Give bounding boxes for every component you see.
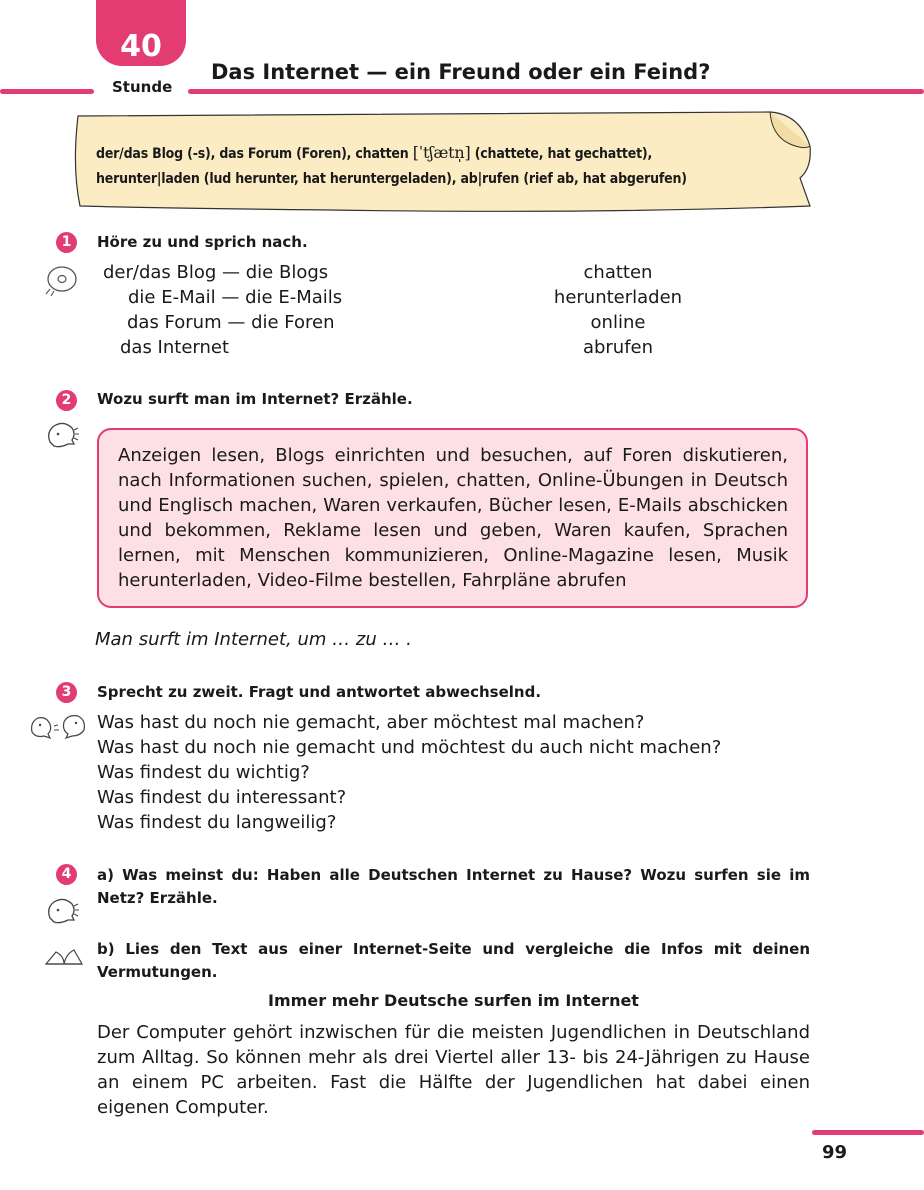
lesson-word: Stunde — [112, 78, 173, 96]
question-list — [97, 710, 817, 835]
vocab-box-text — [96, 140, 756, 192]
vocab-item: abrufen — [582, 337, 654, 358]
exercise-4b-instruction: b) Lies den Text aus einer Internet-Seite und vergleiche die Infos mit deinen Vermutungen. — [97, 940, 810, 981]
page-number: 99 — [822, 1142, 848, 1163]
exercise-2-instruction: Wozu surft man im Internet? Erzähle. — [97, 390, 413, 408]
vocab-item: das Internet — [120, 337, 230, 358]
reading-book-icon — [44, 944, 84, 968]
header-rule-left — [0, 89, 94, 94]
question-item: Was hast du noch nie gemacht, aber möchtest mal machen? — [97, 712, 645, 733]
exercise-1-instruction: Höre zu und sprich nach. — [97, 233, 308, 251]
speaking-face-icon — [44, 896, 80, 928]
lesson-tab — [96, 0, 186, 66]
vocab-item: chatten — [583, 262, 653, 283]
cd-icon — [44, 263, 80, 297]
question-item: Was findest du wichtig? — [97, 762, 310, 783]
exercise-number-4: 4 — [56, 864, 77, 885]
pair-talk-icon — [28, 712, 88, 742]
page-title: Das Internet — ein Freund oder ein Feind? — [211, 60, 711, 84]
vocab-item: herunterladen — [553, 287, 683, 308]
vocab-item: online — [590, 312, 646, 333]
vocab-line-1-start: der/das Blog (-s), das Forum (Foren), chatten — [96, 146, 413, 162]
exercise-number-2: 2 — [56, 390, 77, 411]
vocab-line-2: herunter|laden (lud herunter, hat heruntergeladen), ab|rufen (rief ab, hat abgerufen) — [96, 171, 687, 187]
exercise-number-3: 3 — [56, 682, 77, 703]
vocab-line-1-end: (chattete, hat gechattet), — [470, 146, 653, 162]
exercise-3-instruction: Sprecht zu zweit. Fragt und antwortet abwechselnd. — [97, 683, 542, 701]
vocab-plural-list — [103, 260, 403, 360]
text-title: Immer mehr Deutsche surfen im Internet — [268, 991, 639, 1010]
lesson-number: 40 — [120, 29, 162, 64]
sentence-pattern: Man surft im Internet, um … zu … . — [95, 629, 412, 650]
question-item: Was hast du noch nie gemacht und möchtest du auch nicht machen? — [97, 737, 722, 758]
vocab-verb-list — [538, 260, 698, 360]
vocab-line-1 — [96, 140, 756, 167]
speaking-face-icon — [44, 420, 80, 452]
activities-text: Anzeigen lesen, Blogs einrichten und besuchen, auf Foren diskutieren, nach Informationen suchen, spielen, chatten, Online-Übungen in Deutsch und Englisch machen, Waren verkaufen, Bücher lesen, E-Mails abschicken und bekommen, Reklame lesen und geben, Waren kaufen, Sprachen lernen, mit Menschen kommunizieren, Online-Magazine lesen, Musik herunterladen, Video-Filme bestellen, Fahrpläne abrufen — [118, 445, 788, 591]
question-item: Was findest du langweilig? — [97, 812, 337, 833]
vocab-item: die E-Mail — die E-Mails — [128, 287, 343, 308]
vocab-item: der/das Blog — die Blogs — [103, 262, 329, 283]
ipa-chatten: [ˈtʃætn̩] — [412, 143, 471, 162]
vocab-item: das Forum — die Foren — [127, 312, 335, 333]
header-rule-right — [188, 89, 924, 94]
exercise-number-1: 1 — [56, 232, 77, 253]
exercise-4a-instruction: a) Was meinst du: Haben alle Deutschen Internet zu Hause? Wozu surfen sie im Netz? Erzähle. — [97, 866, 810, 907]
question-item: Was findest du interessant? — [97, 787, 347, 808]
footer-rule — [812, 1130, 924, 1135]
text-body: Der Computer gehört inzwischen für die meisten Jugendlichen in Deutschland zum Alltag. So können mehr als drei Viertel aller 13- bis 24-Jährigen zu Hause an einem PC arbeiten. Fast die Hälfte der Jugendlichen hat dabei einen eigenen Computer. — [97, 1022, 810, 1118]
